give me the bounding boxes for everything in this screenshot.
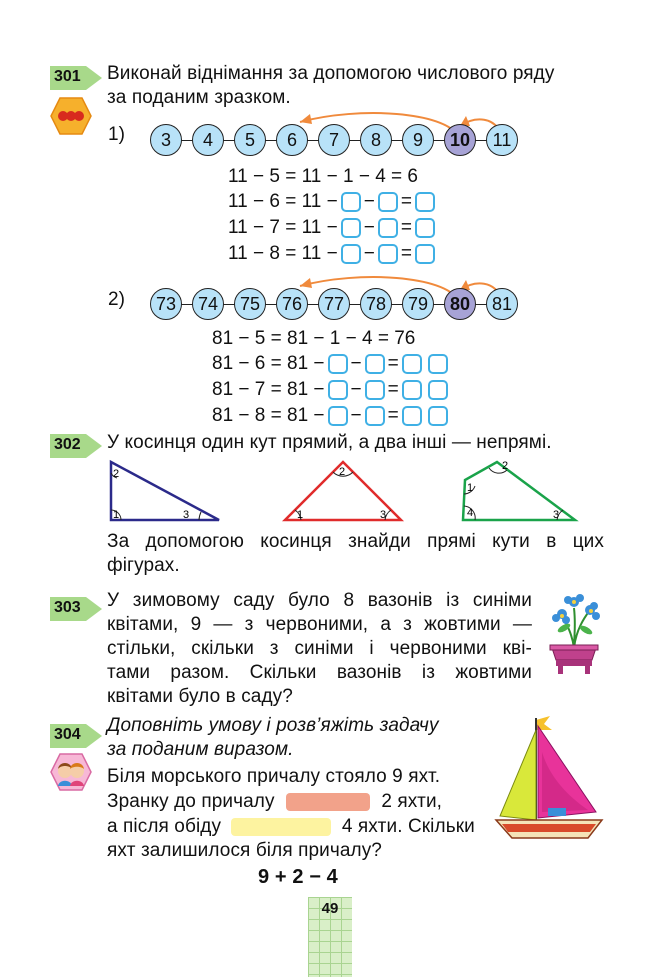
game-hexagon-icon — [50, 96, 92, 136]
task-301-text-line1: Виконай віднімання за допомогою числового ряду — [107, 63, 555, 84]
task-304-line1: Біля морського причалу стояло 9 яхт. — [107, 766, 441, 787]
number-circle: 74 — [192, 288, 224, 320]
number-circle: 75 — [234, 288, 266, 320]
number-circle: 9 — [402, 124, 434, 156]
number-circle: 6 — [276, 124, 308, 156]
equation-row: 81 − 7 = 81 − − = — [212, 378, 448, 402]
answer-box[interactable] — [378, 244, 398, 264]
number-circle: 79 — [402, 288, 434, 320]
number-circle: 3 — [150, 124, 182, 156]
number-row-1 — [150, 122, 517, 158]
task-303-number: 303 — [50, 595, 104, 621]
angle-label: 4 — [467, 507, 474, 519]
task-304-line4: яхт залишилося біля причалу? — [107, 840, 382, 861]
task-302-text2-line1: За допомогою косинця знайди прямі кути в цих — [107, 531, 604, 552]
task-304-line3: а після обіду 4 яхти. Скільки — [107, 816, 475, 837]
task-303-line: стільки, скільки з синіми і червоними кві- — [107, 638, 532, 659]
task-304-line2: Зранку до причалу 2 яхти, — [107, 791, 443, 812]
task-301-number: 301 — [50, 64, 104, 90]
answer-box[interactable] — [415, 192, 435, 212]
number-circle: 81 — [486, 288, 518, 320]
number-circle-highlighted: 80 — [444, 288, 476, 320]
answer-box[interactable] — [365, 380, 385, 400]
equation-row: 11 − 6 = 11 − − = — [228, 190, 438, 214]
number-circle: 11 — [486, 124, 518, 156]
answer-box[interactable] — [341, 218, 361, 238]
task-303-line: У зимовому саду було 8 вазонів із синіми — [107, 590, 532, 611]
flower-pot-icon — [544, 588, 606, 678]
task-304-instruction-line2: за поданим виразом. — [107, 739, 294, 760]
answer-box[interactable] — [328, 380, 348, 400]
task-302-text2-line2: фігурах. — [107, 555, 180, 576]
number-circle: 77 — [318, 288, 350, 320]
equation-row: 11 − 7 = 11 − − = — [228, 216, 438, 240]
number-row-2 — [150, 286, 517, 322]
angle-label: 3 — [183, 509, 190, 521]
blank-orange-field[interactable] — [286, 793, 370, 811]
pair-work-children-icon — [50, 752, 92, 792]
task-303-line: квітами, 9 — з червоними, а з жовтими — — [107, 614, 532, 635]
geometry-figures — [105, 458, 625, 524]
equation-row: 11 − 8 = 11 − − = — [228, 242, 438, 266]
equation-row: 81 − 8 = 81 − − = — [212, 404, 448, 428]
answer-box[interactable] — [428, 380, 448, 400]
number-circle: 4 — [192, 124, 224, 156]
task-303-line: тами разом. Скільки вазонів із жовтими — [107, 662, 532, 683]
number-circle: 5 — [234, 124, 266, 156]
equation-row: 81 − 6 = 81 − − = — [212, 352, 448, 376]
task-304-instruction-line1: Доповніть умову і розв’яжіть задачу — [107, 715, 439, 736]
answer-box[interactable] — [378, 218, 398, 238]
number-circle-highlighted: 10 — [444, 124, 476, 156]
answer-box[interactable] — [328, 406, 348, 426]
angle-label: 2 — [339, 466, 346, 478]
answer-box[interactable] — [402, 406, 422, 426]
task-302-text: У косинця один кут прямий, а два інші — непрямі. — [107, 432, 552, 453]
angle-label: 1 — [467, 482, 474, 494]
answer-box[interactable] — [402, 380, 422, 400]
number-circle: 73 — [150, 288, 182, 320]
number-circle: 7 — [318, 124, 350, 156]
answer-box[interactable] — [415, 218, 435, 238]
example-equation-1: 11 − 5 = 11 − 1 − 4 = 6 — [228, 166, 418, 187]
green-quadrilateral — [463, 460, 575, 521]
angle-label: 1 — [297, 509, 304, 521]
number-circle: 8 — [360, 124, 392, 156]
task-304-expression: 9 + 2 − 4 — [258, 866, 338, 888]
answer-box[interactable] — [402, 354, 422, 374]
task-302-number: 302 — [50, 432, 104, 458]
example-equation-2: 81 − 5 = 81 − 1 − 4 = 76 — [212, 328, 416, 349]
angle-label: 2 — [113, 468, 120, 480]
answer-box[interactable] — [378, 192, 398, 212]
blank-yellow-field[interactable] — [231, 818, 331, 836]
page-number: 49 — [321, 900, 339, 917]
part-1-label: 1) — [108, 124, 126, 145]
answer-box[interactable] — [428, 354, 448, 374]
answer-box[interactable] — [365, 354, 385, 374]
task-303-line: квітами було в саду? — [107, 686, 293, 707]
answer-box[interactable] — [428, 406, 448, 426]
number-circle: 78 — [360, 288, 392, 320]
sailboat-icon — [492, 712, 604, 848]
answer-box[interactable] — [415, 244, 435, 264]
angle-label: 2 — [502, 460, 509, 472]
task-304-number: 304 — [50, 722, 104, 748]
answer-box[interactable] — [328, 354, 348, 374]
part-2-label: 2) — [108, 289, 126, 310]
task-301-text-line2: за поданим зразком. — [107, 87, 291, 108]
answer-box[interactable] — [341, 192, 361, 212]
answer-box[interactable] — [341, 244, 361, 264]
number-circle: 76 — [276, 288, 308, 320]
angle-label: 3 — [553, 509, 560, 521]
blue-triangle — [111, 462, 219, 521]
angle-label: 1 — [113, 509, 120, 521]
answer-box[interactable] — [365, 406, 385, 426]
red-triangle — [285, 462, 401, 521]
angle-label: 3 — [380, 509, 387, 521]
